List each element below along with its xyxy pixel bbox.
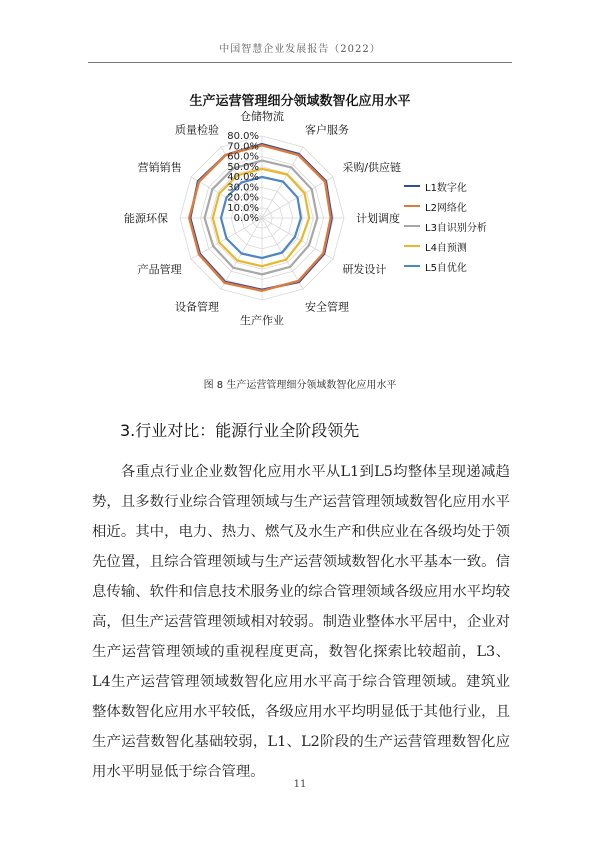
legend-label: L5自优化 xyxy=(425,262,467,274)
category-label: 仓储物流 xyxy=(240,110,284,123)
category-label: 采购/供应链 xyxy=(342,161,402,174)
legend-label: L4自预测 xyxy=(425,242,467,254)
category-label: 能源环保 xyxy=(124,212,168,225)
legend-item xyxy=(404,196,487,216)
legend-swatch xyxy=(404,225,420,227)
category-label: 研发设计 xyxy=(342,263,387,276)
category-label: 生产作业 xyxy=(240,314,284,327)
radial-tick-label: 80.0% xyxy=(227,131,259,142)
radial-tick-label: 10.0% xyxy=(227,202,259,214)
body-paragraph: 各重点行业企业数智化应用水平从L1到L5均整体呈现递减趋势，且多数行业综合管理领域与生产运营管理领域数智化应用水平相近。其中，电力、热力、燃气及水生产和供应业在各级均处于领先位置，且综合管理领域与生产运营领域数智化水平基本一致。信息传输、软件和信息技术服务业的综合管理领域各级应用水平均较高，但生产运营管理领域相对较弱。制造业整体水平居中，企业对生产运营管理领域的重视程度更高，数智化探索比较超前，L3、L4生产运营管理领域数智化应用水平高于综合管理领域。建筑业整体数智化应用水平较低，各级应用水平均明显低于其他行业，且生产运营数智化基础较弱，L1、L2阶段的生产运营管理数智化应用水平明显低于综合管理。 xyxy=(92,464,510,780)
category-label: 设备管理 xyxy=(175,300,219,314)
chart-title: 生产运营管理细分领域数智化应用水平 xyxy=(189,94,411,109)
legend-swatch xyxy=(404,245,420,247)
radial-tick-label: 20.0% xyxy=(227,192,259,204)
page-header: 中国智慧企业发展报告（2022） xyxy=(219,44,381,55)
legend-label: L1数字化 xyxy=(425,182,467,194)
category-label: 产品管理 xyxy=(137,263,182,276)
radial-tick-label: 40.0% xyxy=(227,172,259,183)
radar-chart xyxy=(0,0,600,370)
radar-ticks xyxy=(227,131,259,224)
legend-swatch xyxy=(404,205,420,207)
page-number: 11 xyxy=(293,779,307,790)
legend-swatch xyxy=(404,185,420,187)
figure-caption: 图 8 生产运营管理细分领域数智化应用水平 xyxy=(203,380,397,391)
chart-legend xyxy=(404,176,487,276)
category-label: 安全管理 xyxy=(305,300,349,314)
category-label: 营销销售 xyxy=(137,161,182,174)
radial-tick-label: 70.0% xyxy=(227,141,259,153)
legend-label: L3自识别分析 xyxy=(425,222,487,234)
radial-tick-label: 50.0% xyxy=(227,161,259,173)
radial-tick-label: 60.0% xyxy=(227,151,259,163)
category-label: 计划调度 xyxy=(356,212,400,225)
radial-tick-label: 30.0% xyxy=(227,182,259,194)
section-heading: 3.行业对比：能源行业全阶段领先 xyxy=(120,421,360,440)
legend-swatch xyxy=(404,265,420,267)
legend-item xyxy=(404,256,487,276)
legend-label: L2网络化 xyxy=(425,202,467,214)
radial-tick-label: 0.0% xyxy=(233,213,259,224)
legend-item xyxy=(404,176,487,196)
legend-item xyxy=(404,236,487,256)
category-label: 质量检验 xyxy=(175,123,219,137)
legend-item xyxy=(404,216,487,236)
category-label: 客户服务 xyxy=(305,123,349,137)
